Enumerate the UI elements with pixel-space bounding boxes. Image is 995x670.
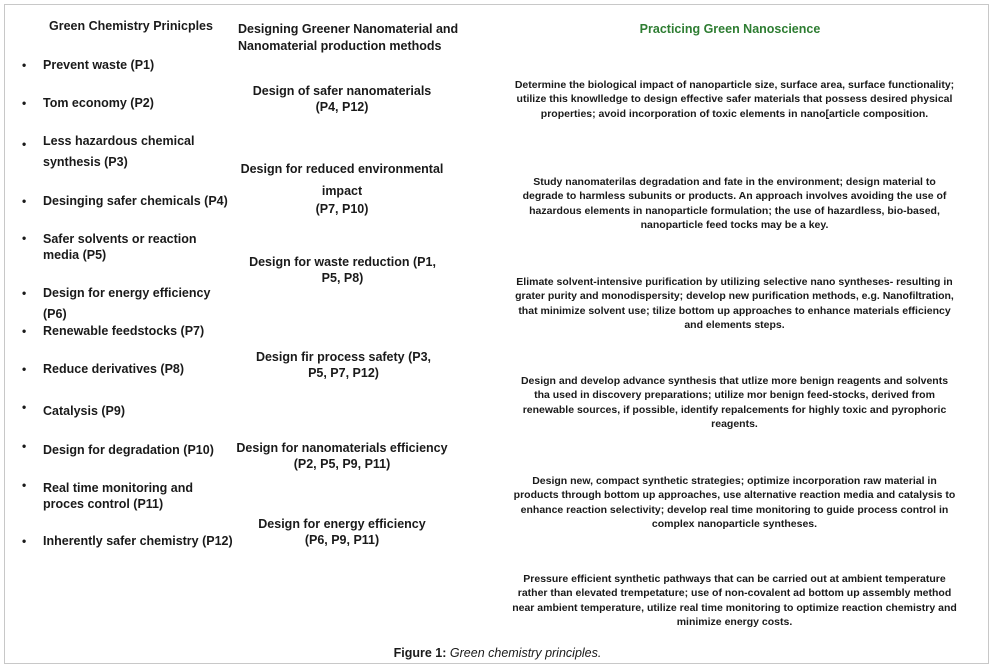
design-title: Design for waste reduction (P1, P5, P8) xyxy=(249,255,436,285)
principle-text: Desinging safer chemicals (P4) xyxy=(43,194,228,208)
design-title: Design for energy efficiency xyxy=(258,517,426,531)
practice-item: Design and develop advance synthesis that utlize more benign reagents and solvents tha used in discovery preparations; utilize mor benign feed-stocks, derived from renewable sources, if possible, identify repalcements for highly toxic and pyrophoric reagents. xyxy=(520,375,949,430)
design-refs: (P4, P12) xyxy=(315,100,369,114)
bullet-icon: • xyxy=(22,194,27,208)
design-item xyxy=(240,254,445,286)
design-refs: (P6, P9, P11) xyxy=(304,533,380,547)
design-title: Design of safer nanomaterials xyxy=(252,84,432,98)
design-title: Design fir process safety (P3, P5, P7, P12) xyxy=(255,350,432,380)
bullet-icon: • xyxy=(22,286,27,300)
design-item xyxy=(234,158,450,216)
principle-text: Design for degradation (P10) xyxy=(43,443,214,457)
practice-item: Determine the biological impact of nanoparticle size, surface area, surface functionality; utilize this knowlledge to design effective safer materials that possess desired physical properties; avoid incorporation of toxic elements in nano[article composition. xyxy=(514,79,955,120)
bullet-icon: • xyxy=(22,439,27,453)
caption-label: Figure 1: xyxy=(393,646,447,660)
principle-text: Less hazardous chemical synthesis (P3) xyxy=(43,134,195,169)
design-header: Designing Greener Nanomaterial and Nanomaterial production methods xyxy=(238,22,459,53)
bullet-icon: • xyxy=(22,362,27,376)
bullet-icon: • xyxy=(22,478,27,492)
design-title: Design for reduced environmental impact xyxy=(240,162,444,198)
practice-item: Pressure efficient synthetic pathways that can be carried out at ambient temperature rather than elevated trempetature; use of non-covalent ad bottom up assembly method near ambient temperature, utilize real time monitoring to optimize reaction chemistry and minimize energy costs. xyxy=(512,573,957,628)
caption-text: Green chemistry principles. xyxy=(449,646,602,660)
principle-text: Tom economy (P2) xyxy=(43,96,154,110)
principle-text: Real time monitoring and proces control (P11) xyxy=(43,481,194,511)
principle-text: Reduce derivatives (P8) xyxy=(43,362,185,376)
design-title: Design for nanomaterials efficiency xyxy=(236,441,448,455)
practice-item: Elimate solvent-intensive purification by utilizing selective nano syntheses- resulting in grater purity and monodispersity; develop new purification methods, e.g. Nanofiltration, that minimize solvent use; tilize bottom up approaches to enhance materials efficiency and elements steps. xyxy=(515,276,954,331)
principle-text: Catalysis (P9) xyxy=(43,404,125,418)
bullet-icon: • xyxy=(22,231,27,245)
principle-text: Prevent waste (P1) xyxy=(43,58,155,72)
principles-header: Green Chemistry Prinicples xyxy=(49,19,213,33)
principle-text: Design for energy efficiency (P6) xyxy=(43,286,211,321)
design-refs: (P2, P5, P9, P11) xyxy=(293,457,391,471)
principle-text: Renewable feedstocks (P7) xyxy=(43,324,205,338)
design-item xyxy=(232,440,452,472)
principle-text: Inherently safer chemistry (P12) xyxy=(43,534,233,548)
practice-item: Study nanomaterilas degradation and fate in the environment; design material to degrade to harmless subunits or products. An approach involves avoiding the use of hazardous elements in nanoparticle formulation; the use of hazardless, bio-based, nanoparticle feed tocks may be a key. xyxy=(522,176,947,231)
design-item xyxy=(232,83,452,115)
design-item xyxy=(232,516,452,548)
design-refs: (P7, P10) xyxy=(315,202,369,216)
bullet-icon: • xyxy=(22,324,27,338)
bullet-icon: • xyxy=(22,58,27,72)
practice-header: Practicing Green Nanoscience xyxy=(639,22,821,36)
bullet-icon: • xyxy=(22,96,27,110)
practice-item: Design new, compact synthetic strategies; optimize incorporation raw material in products through bottom up approaches, use alternative reaction media and catalysis to enhance reaction selectivity; develop real time monitoring to guide process control in complex nanoparticle syntheses. xyxy=(513,475,956,530)
bullet-icon: • xyxy=(22,534,27,548)
design-item xyxy=(246,349,441,381)
figure-caption xyxy=(0,645,995,661)
principle-text: Safer solvents or reaction media (P5) xyxy=(43,232,197,262)
bullet-icon: • xyxy=(22,400,27,414)
bullet-icon: • xyxy=(22,137,27,151)
